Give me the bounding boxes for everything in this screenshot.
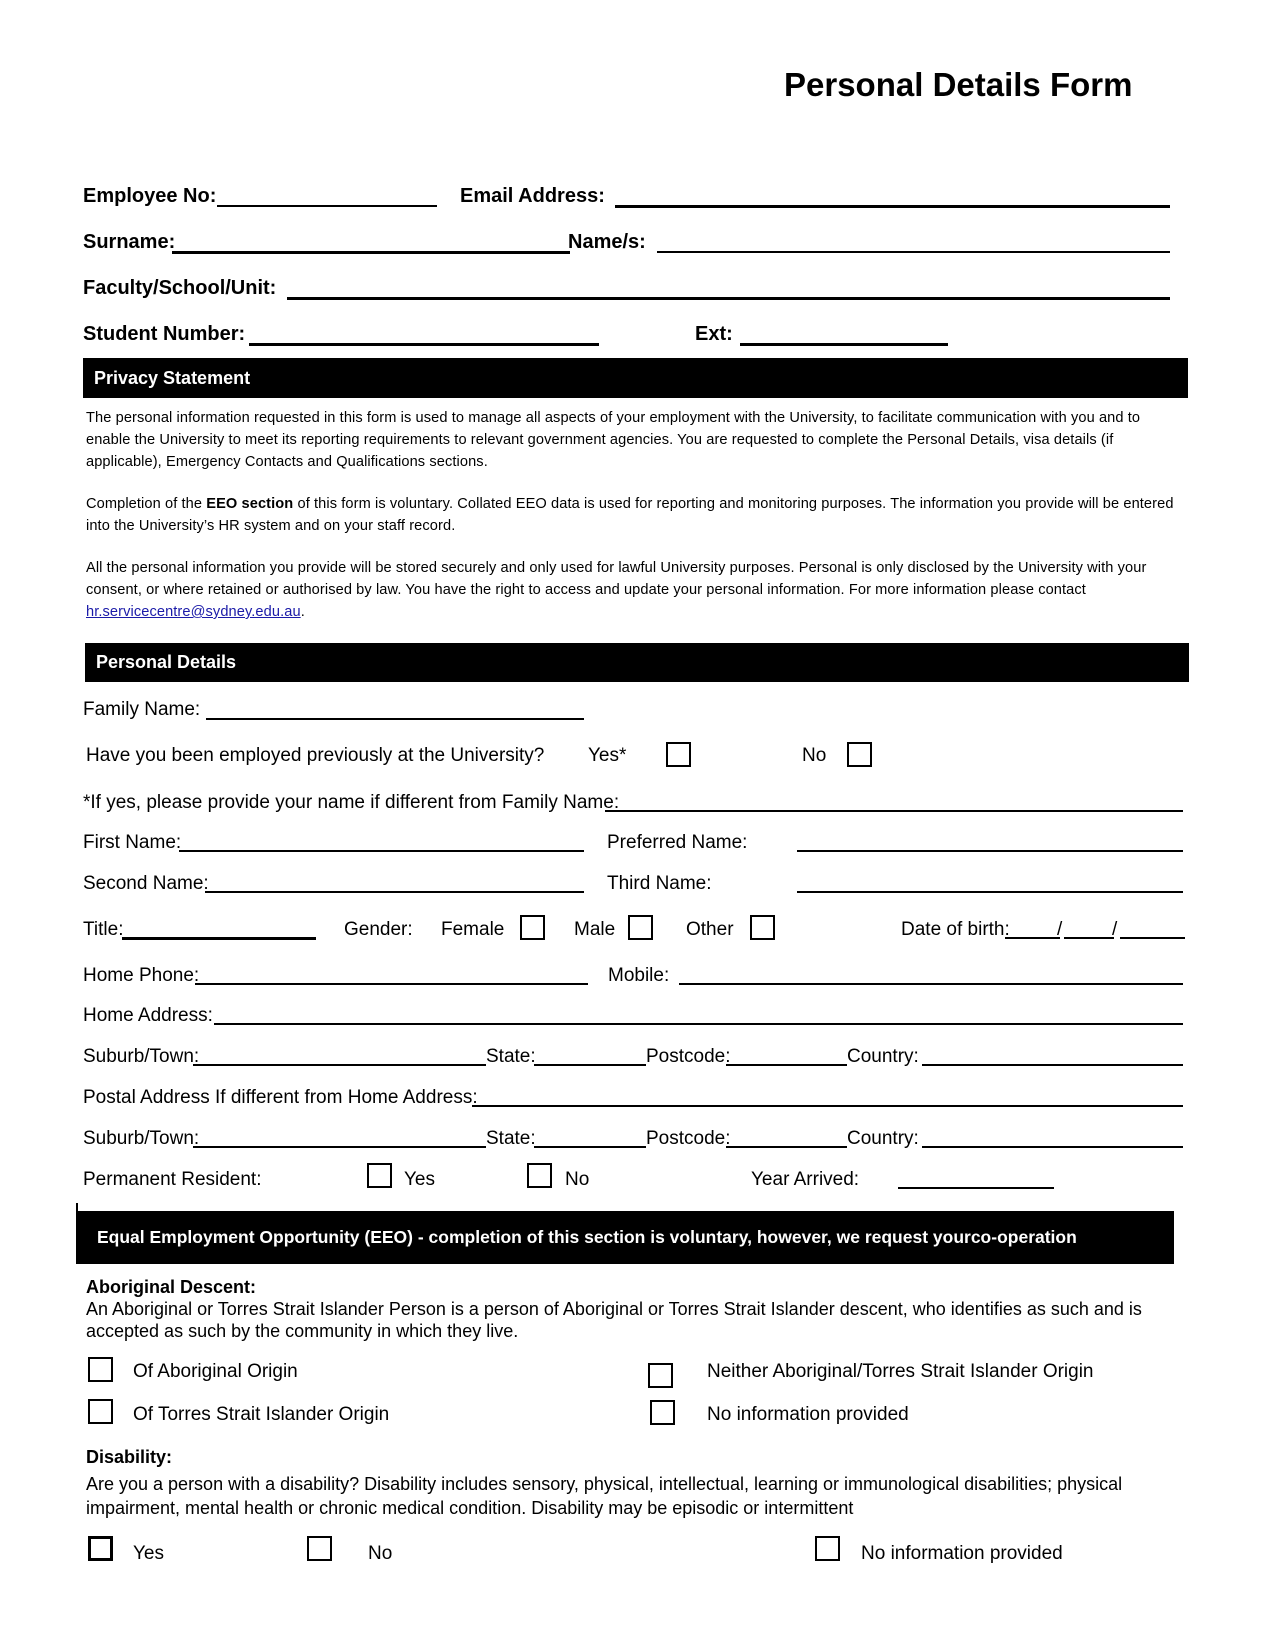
personal-details-heading: Personal Details [96,652,237,672]
eeo-heading: Equal Employment Opportunity (EEO) - completion of this section is voluntary, however, we request yourco-operation [97,1227,1077,1247]
student-number-label: Student Number: [83,323,246,345]
previous-name-field[interactable] [605,810,1183,812]
suburb-label: Suburb/Town: [83,1046,200,1067]
postal-address-field[interactable] [472,1105,1183,1107]
employee-no-field[interactable] [217,205,437,207]
title-label: Title: [83,919,124,940]
privacy-p2-text-2: of this form is voluntary. Collated EEO data is used for reporting and monitoring purposes. The information you provide will be entered into the University’s HR system and on your staff record. [86,496,1174,534]
gender-female-label: Female [441,919,505,940]
eeo-header [76,1211,1174,1264]
privacy-paragraph-1: The personal information requested in this form is used to manage all aspects of your employment with the University, to facilitate communication with you and to enable the University to meet its reporting requirements to relevant government agencies. You are requested to complete the Personal Details, visa details (if applicable), Emergency Contacts and Qualifications sections. [86,410,1141,470]
privacy-p3-text: All the personal information you provide will be stored securely and only used for lawful University purposes. Personal is only disclosed by the University with your consent, or where retained or authorised by law. You have the right to access and update your personal information. For more information please contact [86,560,1147,598]
postal-suburb-label: Suburb/Town: [83,1128,200,1149]
employed-yes-label: Yes* [588,745,627,766]
eeo-section-emphasis: EEO section [206,496,294,512]
dob-separator-2: / [1112,919,1118,940]
permanent-resident-yes-label: Yes [404,1169,435,1190]
postal-country-field[interactable] [922,1146,1183,1148]
state-field[interactable] [534,1064,646,1066]
if-yes-label: *If yes, please provide your name if different from Family Name: [83,792,620,813]
dob-label: Date of birth: [901,919,1010,940]
postal-postcode-label: Postcode: [646,1128,731,1149]
postal-suburb-field[interactable] [193,1146,486,1148]
employed-yes-checkbox[interactable] [666,742,691,767]
second-name-label: Second Name: [83,873,209,894]
gender-male-label: Male [574,919,616,940]
hr-email-link[interactable]: hr.servicecentre@sydney.edu.au [86,604,301,620]
employed-no-label: No [802,745,827,766]
third-name-label: Third Name: [607,873,712,894]
permanent-resident-yes-checkbox[interactable] [367,1163,392,1188]
aboriginal-no-info-label: No information provided [707,1404,909,1425]
privacy-statement-header [83,358,1188,398]
ext-label: Ext: [695,323,733,345]
aboriginal-description: An Aboriginal or Torres Strait Islander Person is a person of Aboriginal or Torres Strait Islander descent, who identifies as such and is accepted as such by the community in which they live. [86,1299,1142,1341]
dob-month-field[interactable] [1064,937,1114,939]
gender-label: Gender: [344,919,413,940]
year-arrived-label: Year Arrived: [751,1169,860,1190]
faculty-label: Faculty/School/Unit: [83,277,277,299]
employee-no-label: Employee No: [83,185,217,207]
first-name-field[interactable] [179,850,584,852]
names-label: Name/s: [568,231,646,253]
privacy-statement-heading: Privacy Statement [94,367,251,388]
third-name-field[interactable] [797,891,1183,893]
family-name-field[interactable] [206,718,584,720]
disability-no-label: No [368,1543,393,1564]
disability-no-info-checkbox[interactable] [815,1536,840,1561]
home-phone-field[interactable] [195,983,588,985]
mobile-label: Mobile: [608,965,670,986]
page-title: Personal Details Form [784,66,1133,103]
employed-previously-label: Have you been employed previously at the University? [86,745,545,766]
postal-country-label: Country: [847,1128,919,1149]
aboriginal-origin-checkbox[interactable] [88,1357,113,1382]
disability-no-info-label: No information provided [861,1543,1063,1564]
email-field[interactable] [615,205,1170,208]
postal-state-label: State: [486,1128,536,1149]
aboriginal-origin-label: Of Aboriginal Origin [133,1361,298,1382]
home-phone-label: Home Phone: [83,965,200,986]
gender-male-checkbox[interactable] [628,915,653,940]
permanent-resident-no-checkbox[interactable] [527,1163,552,1188]
dob-year-field[interactable] [1120,937,1185,939]
disability-description: Are you a person with a disability? Disability includes sensory, physical, intellectual, learning or immunological disabilities; physical impairment, mental health or chronic medical condition. Disability may be episodic or intermittent [86,1474,1123,1518]
aboriginal-no-info-checkbox[interactable] [650,1400,675,1425]
dob-separator-1: / [1057,919,1063,940]
state-label: State: [486,1046,536,1067]
second-name-field[interactable] [205,891,584,893]
permanent-resident-label: Permanent Resident: [83,1169,262,1190]
torres-strait-origin-checkbox[interactable] [88,1399,113,1424]
postal-state-field[interactable] [534,1146,646,1148]
gender-female-checkbox[interactable] [520,915,545,940]
employed-no-checkbox[interactable] [847,742,872,767]
preferred-name-label: Preferred Name: [607,832,748,853]
faculty-field[interactable] [287,297,1170,300]
disability-yes-checkbox[interactable] [88,1536,113,1561]
email-label: Email Address: [460,185,605,207]
neither-origin-checkbox[interactable] [648,1363,673,1388]
disability-no-checkbox[interactable] [307,1536,332,1561]
disability-heading: Disability: [86,1447,173,1467]
gender-other-checkbox[interactable] [750,915,775,940]
privacy-p2-text: Completion of the [86,496,207,512]
home-address-label: Home Address: [83,1005,213,1026]
torres-strait-origin-label: Of Torres Strait Islander Origin [133,1404,390,1425]
country-label: Country: [847,1046,919,1067]
surname-label: Surname: [83,231,176,253]
gender-other-label: Other [686,919,734,940]
year-arrived-field[interactable] [898,1187,1054,1189]
permanent-resident-no-label: No [565,1169,590,1190]
postcode-label: Postcode: [646,1046,731,1067]
suburb-field[interactable] [193,1064,486,1066]
neither-origin-label: Neither Aboriginal/Torres Strait Islander Origin [707,1361,1094,1382]
privacy-paragraph-2 [86,493,1186,537]
privacy-p3-end: . [300,604,305,620]
names-field[interactable] [657,251,1170,253]
aboriginal-heading: Aboriginal Descent: [86,1277,257,1297]
home-address-field[interactable] [214,1023,1183,1025]
student-number-field[interactable] [249,343,599,346]
dob-day-field[interactable] [1005,937,1060,939]
postcode-field[interactable] [726,1064,847,1066]
mobile-field[interactable] [679,983,1183,985]
ext-field[interactable] [740,343,948,346]
personal-details-header [85,643,1189,682]
disability-yes-label: Yes [133,1543,164,1564]
family-name-label: Family Name: [83,699,201,720]
preferred-name-field[interactable] [797,850,1183,852]
privacy-paragraph-3 [86,557,1186,623]
privacy-statement-body [86,407,1186,623]
country-field[interactable] [922,1064,1183,1066]
first-name-label: First Name: [83,832,182,853]
surname-field[interactable] [172,251,570,254]
postal-address-label: Postal Address If different from Home Address: [83,1087,478,1108]
postal-postcode-field[interactable] [726,1146,847,1148]
title-field[interactable] [122,937,316,940]
